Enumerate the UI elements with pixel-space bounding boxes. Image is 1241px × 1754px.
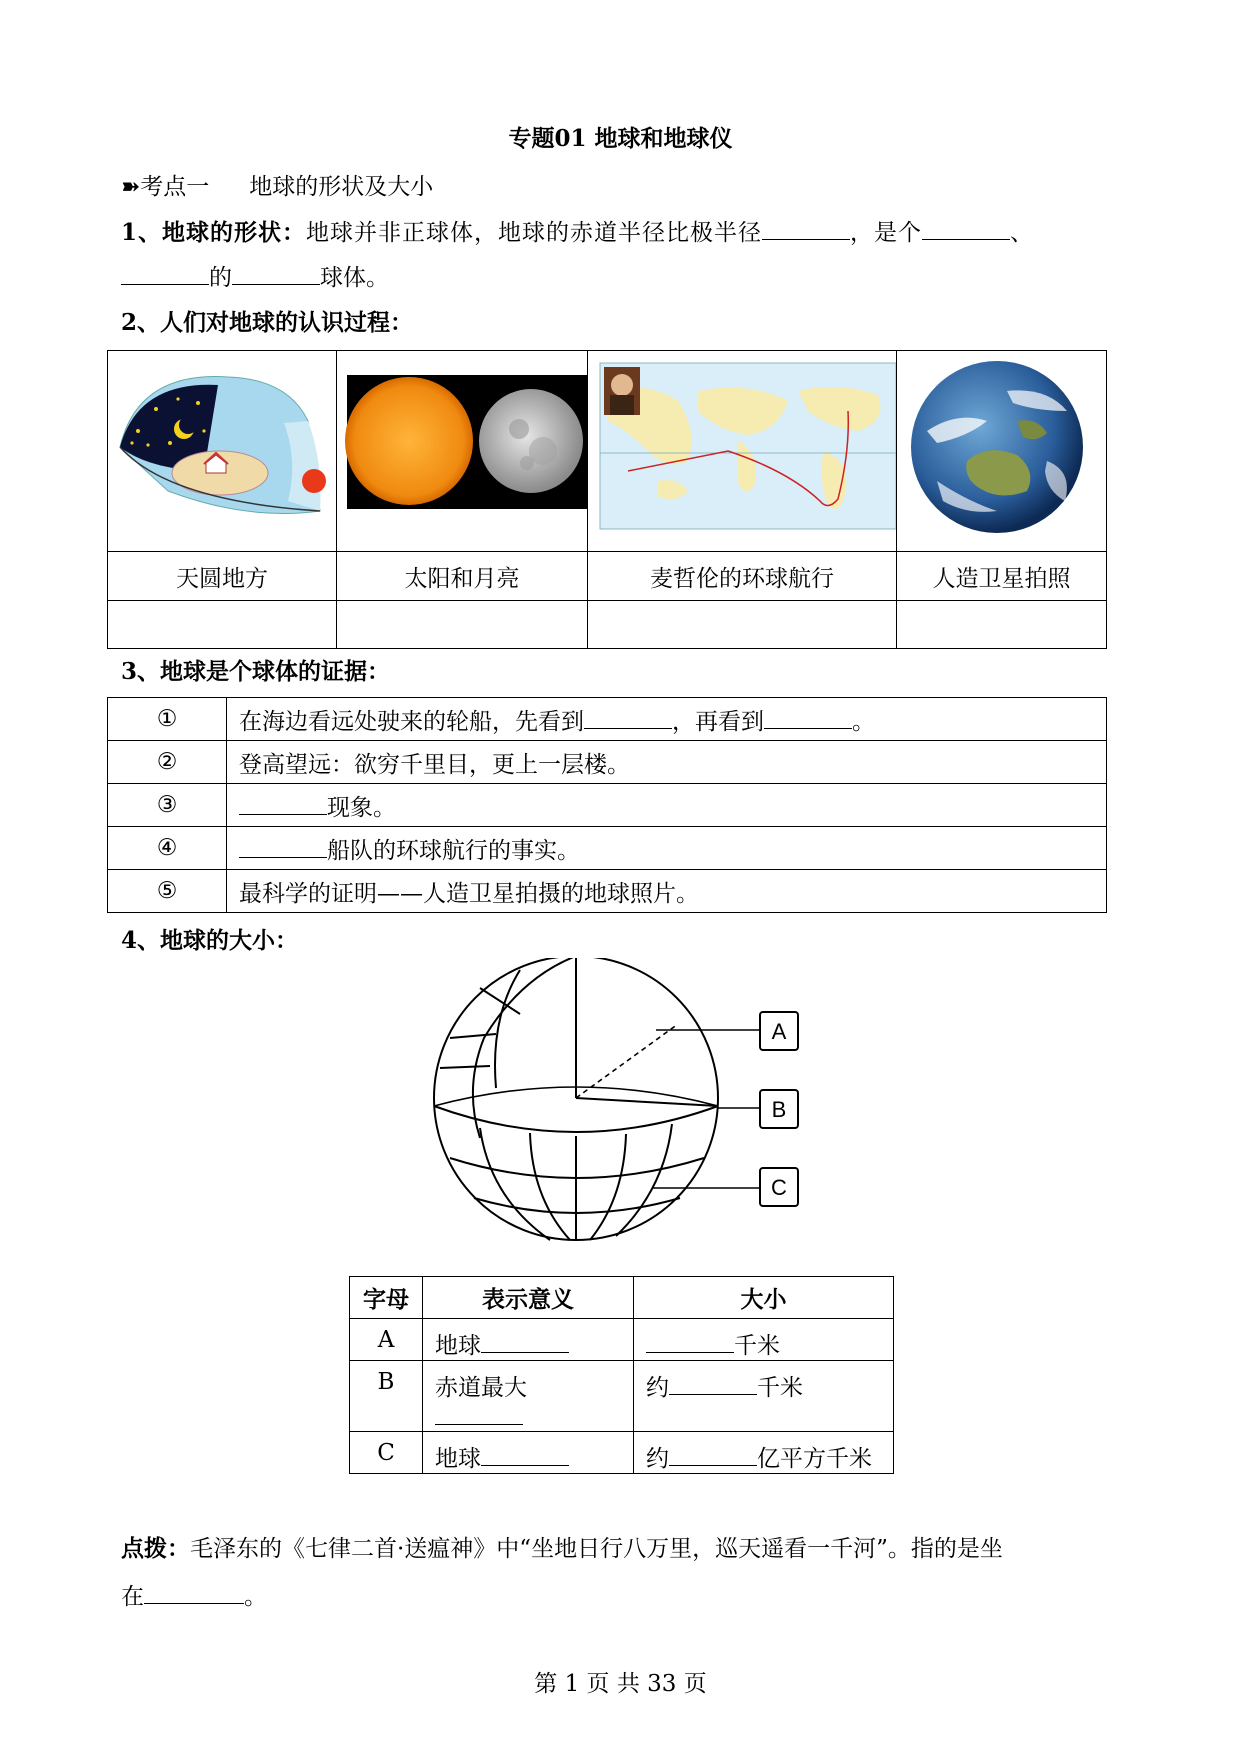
earth-size-diagram [420, 958, 820, 1248]
q1-text-e: 球体。 [320, 265, 389, 291]
row-size-unit: 亿平方千米 [757, 1446, 872, 1472]
row-size-unit: 千米 [734, 1333, 780, 1359]
size-row-a [350, 1319, 894, 1361]
page-footer: 第 1 页 共 33 页 [534, 1671, 707, 1697]
size-row-c [350, 1432, 894, 1474]
meaning-blank[interactable] [481, 1443, 569, 1466]
evidence-blank[interactable] [239, 835, 327, 858]
stage-label-4: 人造卫星拍照 [897, 552, 1107, 601]
tip-line1 [121, 1530, 1003, 1563]
answer-cell-4[interactable] [897, 601, 1107, 649]
meaning-blank[interactable] [435, 1402, 523, 1425]
heaven-round-earth-square-illustration [108, 351, 334, 547]
q1-text-d: 的 [209, 265, 232, 291]
q1-blank-4[interactable] [232, 262, 320, 285]
evidence-num: ④ [108, 827, 227, 870]
size-row-b [350, 1361, 894, 1432]
evidence-blank[interactable] [239, 792, 327, 815]
row-size-unit: 千米 [757, 1375, 803, 1401]
page-title: 专题01 地球和地球仪 [508, 125, 733, 152]
row-meaning-text: 地球 [435, 1446, 481, 1472]
evidence-text: 最科学的证明——人造卫星拍摄的地球照片。 [227, 870, 1107, 913]
evidence-text-pre: 在海边看远处驶来的轮船，先看到 [239, 708, 584, 735]
evidence-text-post: 。 [852, 708, 875, 735]
diagram-label-c: C [771, 1175, 787, 1200]
tip-line2 [121, 1578, 267, 1611]
evidence-num: ⑤ [108, 870, 227, 913]
image-cell-4 [897, 351, 1107, 552]
q1-text-c: 、 [1010, 220, 1035, 246]
evidence-text-post: 现象。 [327, 794, 396, 821]
row-size [634, 1361, 894, 1432]
q4-heading: 4、地球的大小： [121, 927, 299, 954]
evidence-row-2 [108, 741, 1107, 784]
tip-text: 毛泽东的《七律二首·送瘟神》中“坐地日行八万里，巡天遥看一千河”。指的是坐 [190, 1536, 1003, 1562]
evidence-num: ① [108, 698, 227, 741]
evidence-row-1 [108, 698, 1107, 741]
cognition-table [107, 350, 1107, 649]
row-meaning [423, 1319, 634, 1361]
row-letter: B [350, 1361, 423, 1432]
size-blank[interactable] [646, 1330, 734, 1353]
evidence-blank[interactable] [764, 706, 852, 729]
row-size-prefix: 约 [646, 1375, 669, 1401]
evidence-blank[interactable] [584, 706, 672, 729]
row-letter: C [350, 1432, 423, 1474]
diagram-label-b: B [771, 1097, 787, 1122]
evidence-row-4 [108, 827, 1107, 870]
diagram-label-a: A [771, 1019, 787, 1044]
evidence-text [227, 827, 1107, 870]
q1-text-b: ，是个 [850, 220, 923, 246]
evidence-text-post: 船队的环球航行的事实。 [327, 837, 580, 864]
row-meaning [423, 1432, 634, 1474]
kaodian-label: 考点一 [140, 174, 210, 200]
q1-text-a: 地球并非正球体，地球的赤道半径比极半径 [306, 220, 763, 246]
evidence-text: 登高望远：欲穷千里目，更上一层楼。 [227, 741, 1107, 784]
tip-blank[interactable] [144, 1581, 244, 1604]
q1-line2 [121, 259, 389, 292]
stage-label-1: 天圆地方 [108, 552, 337, 601]
answer-cell-1[interactable] [108, 601, 337, 649]
stage-label-3: 麦哲伦的环球航行 [588, 552, 897, 601]
size-blank[interactable] [669, 1372, 757, 1395]
kaodian-line [121, 168, 433, 201]
size-blank[interactable] [669, 1443, 757, 1466]
evidence-num: ② [108, 741, 227, 784]
row-meaning-text: 赤道最大 [435, 1375, 527, 1401]
evidence-num: ③ [108, 784, 227, 827]
q1-line1 [121, 214, 1034, 247]
tip-text2-pre: 在 [121, 1584, 144, 1610]
satellite-earth-photo [897, 351, 1097, 547]
row-meaning [423, 1361, 634, 1432]
row-size-prefix: 约 [646, 1446, 669, 1472]
earth-size-table [349, 1276, 894, 1474]
sun-and-moon-photo [337, 351, 587, 547]
answer-cell-2[interactable] [337, 601, 588, 649]
stage-label-2: 太阳和月亮 [337, 552, 588, 601]
q1-blank-1[interactable] [762, 217, 850, 240]
kaodian-topic: 地球的形状及大小 [249, 174, 434, 200]
row-size [634, 1432, 894, 1474]
evidence-table [107, 697, 1107, 913]
image-cell-3 [588, 351, 897, 552]
evidence-text [227, 698, 1107, 741]
q2-heading: 2、人们对地球的认识过程： [121, 309, 414, 336]
q3-heading: 3、地球是个球体的证据： [121, 658, 391, 685]
header-size: 大小 [634, 1277, 894, 1319]
tip-text2-post: 。 [244, 1584, 267, 1610]
header-letter: 字母 [350, 1277, 423, 1319]
header-meaning: 表示意义 [423, 1277, 634, 1319]
evidence-text [227, 784, 1107, 827]
row-size [634, 1319, 894, 1361]
q1-heading: 1、地球的形状： [121, 219, 307, 246]
image-cell-2 [337, 351, 588, 552]
row-meaning-text: 地球 [435, 1333, 481, 1359]
evidence-row-3 [108, 784, 1107, 827]
q1-blank-3[interactable] [121, 262, 209, 285]
evidence-row-5 [108, 870, 1107, 913]
magellan-voyage-map [588, 351, 896, 547]
evidence-text-mid: ，再看到 [672, 708, 764, 735]
image-cell-1 [108, 351, 337, 552]
tip-label: 点拨： [121, 1535, 190, 1562]
row-letter: A [350, 1319, 423, 1361]
arrow-marker-icon: ➽ [121, 174, 141, 200]
q1-blank-2[interactable] [922, 217, 1010, 240]
answer-cell-3[interactable] [588, 601, 897, 649]
meaning-blank[interactable] [481, 1330, 569, 1353]
